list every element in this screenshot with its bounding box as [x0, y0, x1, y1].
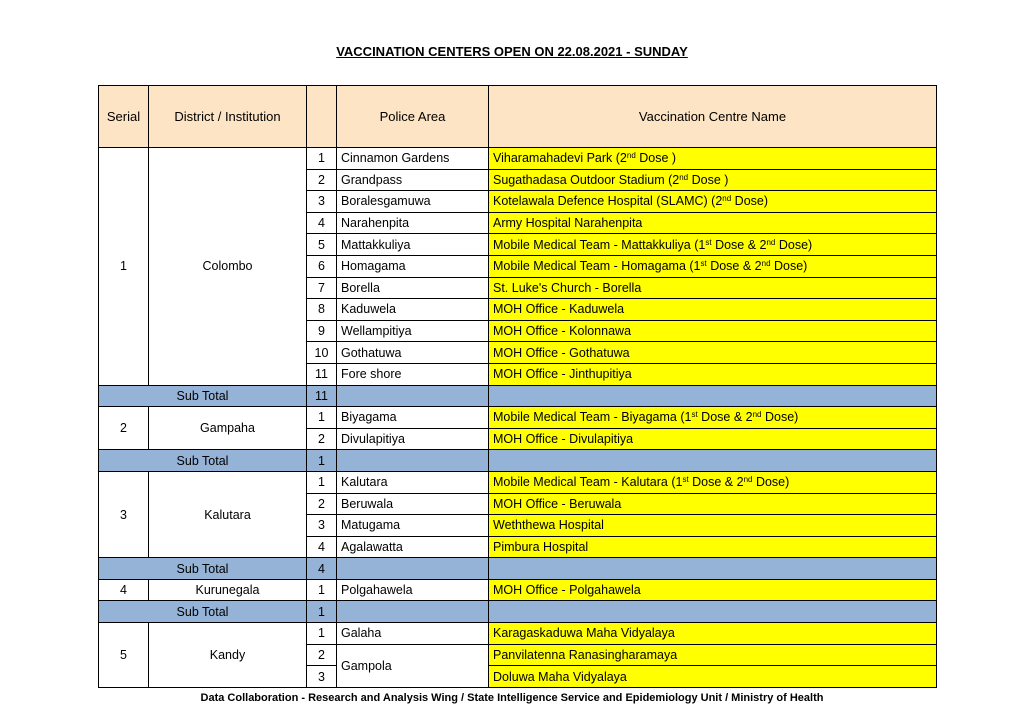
row-number-cell: 3	[307, 191, 337, 213]
ordinal-suffix: nd	[761, 259, 771, 269]
subtotal-empty	[489, 385, 937, 407]
header-serial: Serial	[99, 86, 149, 148]
centre-name-cell	[489, 644, 937, 666]
centre-text: Viharamahadevi Park (2	[493, 151, 627, 166]
centre-text: Sugathadasa Outdoor Stadium (2	[493, 172, 680, 187]
row-number-cell: 1	[307, 407, 337, 429]
centre-name-cell	[489, 277, 937, 299]
centre-text: Mobile Medical Team - Biyagama (1	[493, 410, 692, 425]
subtotal-empty	[337, 601, 489, 623]
centre-name-cell	[489, 234, 937, 256]
centre-text: MOH Office - Polgahawela	[493, 583, 641, 598]
row-number-cell: 2	[307, 428, 337, 450]
centre-name-cell	[489, 148, 937, 170]
row-number-cell: 4	[307, 536, 337, 558]
ordinal-suffix: nd	[766, 237, 776, 247]
centre-text: Dose )	[635, 151, 677, 166]
row-number-cell: 1	[307, 471, 337, 493]
district-cell: Kalutara	[149, 471, 307, 557]
header-police-area: Police Area	[337, 86, 489, 148]
centre-text: Dose & 2	[706, 259, 762, 274]
police-area-cell: Borella	[337, 277, 489, 299]
serial-cell: 1	[99, 148, 149, 386]
police-area-cell: Mattakkuliya	[337, 234, 489, 256]
row-number-cell: 11	[307, 363, 337, 385]
centre-name-cell	[489, 299, 937, 321]
row-number-cell: 1	[307, 623, 337, 645]
centre-name-cell	[489, 191, 937, 213]
header-centre-name: Vaccination Centre Name	[489, 86, 937, 148]
row-number-cell: 2	[307, 169, 337, 191]
police-area-cell: Fore shore	[337, 363, 489, 385]
police-area-cell: Kalutara	[337, 471, 489, 493]
centre-text: Mobile Medical Team - Homagama (1	[493, 259, 701, 274]
subtotal-label: Sub Total	[99, 450, 307, 472]
centre-text: MOH Office - Beruwala	[493, 496, 622, 511]
subtotal-empty	[337, 385, 489, 407]
centre-text: Dose)	[752, 475, 790, 490]
centre-name-cell	[489, 342, 937, 364]
centre-text: St. Luke's Church - Borella	[493, 280, 642, 295]
row-number-cell: 7	[307, 277, 337, 299]
row-number-cell: 1	[307, 579, 337, 601]
centre-text: Panvilatenna Ranasingharamaya	[493, 647, 678, 662]
subtotal-value: 1	[307, 450, 337, 472]
table-row	[99, 471, 937, 493]
centre-text: Dose)	[775, 237, 813, 252]
centre-text: Kotelawala Defence Hospital (SLAMC) (2	[493, 194, 723, 209]
centre-name-cell	[489, 212, 937, 234]
row-number-cell: 1	[307, 148, 337, 170]
centre-text: Pimbura Hospital	[493, 539, 589, 554]
police-area-cell: Gampola	[337, 644, 489, 687]
centre-text: Dose)	[770, 259, 808, 274]
centre-text: Dose & 2	[697, 410, 753, 425]
centre-text: Weththewa Hospital	[493, 518, 604, 533]
centre-text: Dose)	[761, 410, 799, 425]
centre-name-cell	[489, 407, 937, 429]
subtotal-value: 11	[307, 385, 337, 407]
table-row	[99, 148, 937, 170]
subtotal-label: Sub Total	[99, 385, 307, 407]
police-area-cell: Wellampitiya	[337, 320, 489, 342]
subtotal-value: 1	[307, 601, 337, 623]
centre-name-cell	[489, 471, 937, 493]
centre-text: MOH Office - Gothatuwa	[493, 345, 630, 360]
centre-text: Dose & 2	[711, 237, 767, 252]
row-number-cell: 9	[307, 320, 337, 342]
header-district: District / Institution	[149, 86, 307, 148]
ordinal-suffix: nd	[679, 172, 689, 182]
row-number-cell: 2	[307, 644, 337, 666]
table-row	[99, 623, 937, 645]
ordinal-suffix: nd	[722, 194, 732, 204]
subtotal-row	[99, 558, 937, 580]
footer-credit: Data Collaboration - Research and Analysis Wing / State Intelligence Service and Epidemiology Unit / Ministry of Health	[200, 692, 824, 704]
vaccination-centers-table	[98, 85, 937, 688]
serial-cell: 3	[99, 471, 149, 557]
police-area-cell: Grandpass	[337, 169, 489, 191]
police-area-cell: Matugama	[337, 515, 489, 537]
table-row	[99, 407, 937, 429]
subtotal-empty	[489, 450, 937, 472]
subtotal-row	[99, 450, 937, 472]
police-area-cell: Beruwala	[337, 493, 489, 515]
subtotal-empty	[337, 450, 489, 472]
police-area-cell: Agalawatta	[337, 536, 489, 558]
police-area-cell: Homagama	[337, 255, 489, 277]
centre-text: Dose & 2	[688, 475, 744, 490]
police-area-cell: Boralesgamuwa	[337, 191, 489, 213]
police-area-cell: Polgahawela	[337, 579, 489, 601]
subtotal-empty	[337, 558, 489, 580]
district-cell: Kurunegala	[149, 579, 307, 601]
ordinal-suffix: st	[682, 475, 689, 485]
subtotal-row	[99, 601, 937, 623]
centre-text: Doluwa Maha Vidyalaya	[493, 669, 627, 684]
ordinal-suffix: st	[700, 259, 707, 269]
row-number-cell: 3	[307, 666, 337, 688]
police-area-cell: Kaduwela	[337, 299, 489, 321]
subtotal-empty	[489, 601, 937, 623]
centre-name-cell	[489, 320, 937, 342]
row-number-cell: 8	[307, 299, 337, 321]
police-area-cell: Cinnamon Gardens	[337, 148, 489, 170]
police-area-cell: Biyagama	[337, 407, 489, 429]
centre-name-cell	[489, 363, 937, 385]
centre-text: MOH Office - Kolonnawa	[493, 324, 632, 339]
centre-name-cell	[489, 169, 937, 191]
subtotal-label: Sub Total	[99, 558, 307, 580]
row-number-cell: 5	[307, 234, 337, 256]
ordinal-suffix: st	[691, 410, 698, 420]
table-body	[99, 148, 937, 688]
centre-text: MOH Office - Jinthupitiya	[493, 367, 632, 382]
serial-cell: 4	[99, 579, 149, 601]
centre-name-cell	[489, 255, 937, 277]
ordinal-suffix: nd	[752, 410, 762, 420]
centre-text: MOH Office - Kaduwela	[493, 302, 625, 317]
police-area-cell: Narahenpita	[337, 212, 489, 234]
centre-text: Mobile Medical Team - Kalutara (1	[493, 475, 683, 490]
ordinal-suffix: st	[705, 237, 712, 247]
row-number-cell: 10	[307, 342, 337, 364]
centre-name-cell	[489, 428, 937, 450]
subtotal-label: Sub Total	[99, 601, 307, 623]
centre-text: Dose )	[688, 172, 729, 187]
ordinal-suffix: nd	[743, 475, 753, 485]
subtotal-empty	[489, 558, 937, 580]
page-title: VACCINATION CENTERS OPEN ON 22.08.2021 - SUNDAY	[336, 44, 688, 59]
centre-name-cell	[489, 536, 937, 558]
district-cell: Colombo	[149, 148, 307, 386]
serial-cell: 2	[99, 407, 149, 450]
table-row	[99, 579, 937, 601]
district-cell: Gampaha	[149, 407, 307, 450]
header-number	[307, 86, 337, 148]
row-number-cell: 6	[307, 255, 337, 277]
row-number-cell: 2	[307, 493, 337, 515]
centre-name-cell	[489, 493, 937, 515]
table-header-row	[99, 86, 937, 148]
centre-name-cell	[489, 623, 937, 645]
serial-cell: 5	[99, 623, 149, 688]
centre-name-cell	[489, 579, 937, 601]
centre-name-cell	[489, 515, 937, 537]
centre-text: Mobile Medical Team - Mattakkuliya (1	[493, 237, 706, 252]
centre-text: Dose)	[731, 194, 769, 209]
police-area-cell: Divulapitiya	[337, 428, 489, 450]
subtotal-row	[99, 385, 937, 407]
centre-name-cell	[489, 666, 937, 688]
row-number-cell: 4	[307, 212, 337, 234]
police-area-cell: Galaha	[337, 623, 489, 645]
centre-text: Karagaskaduwa Maha Vidyalaya	[493, 626, 675, 641]
subtotal-value: 4	[307, 558, 337, 580]
ordinal-suffix: nd	[626, 151, 636, 161]
centre-text: MOH Office - Divulapitiya	[493, 432, 634, 447]
centre-text: Army Hospital Narahenpita	[493, 216, 643, 231]
row-number-cell: 3	[307, 515, 337, 537]
district-cell: Kandy	[149, 623, 307, 688]
police-area-cell: Gothatuwa	[337, 342, 489, 364]
